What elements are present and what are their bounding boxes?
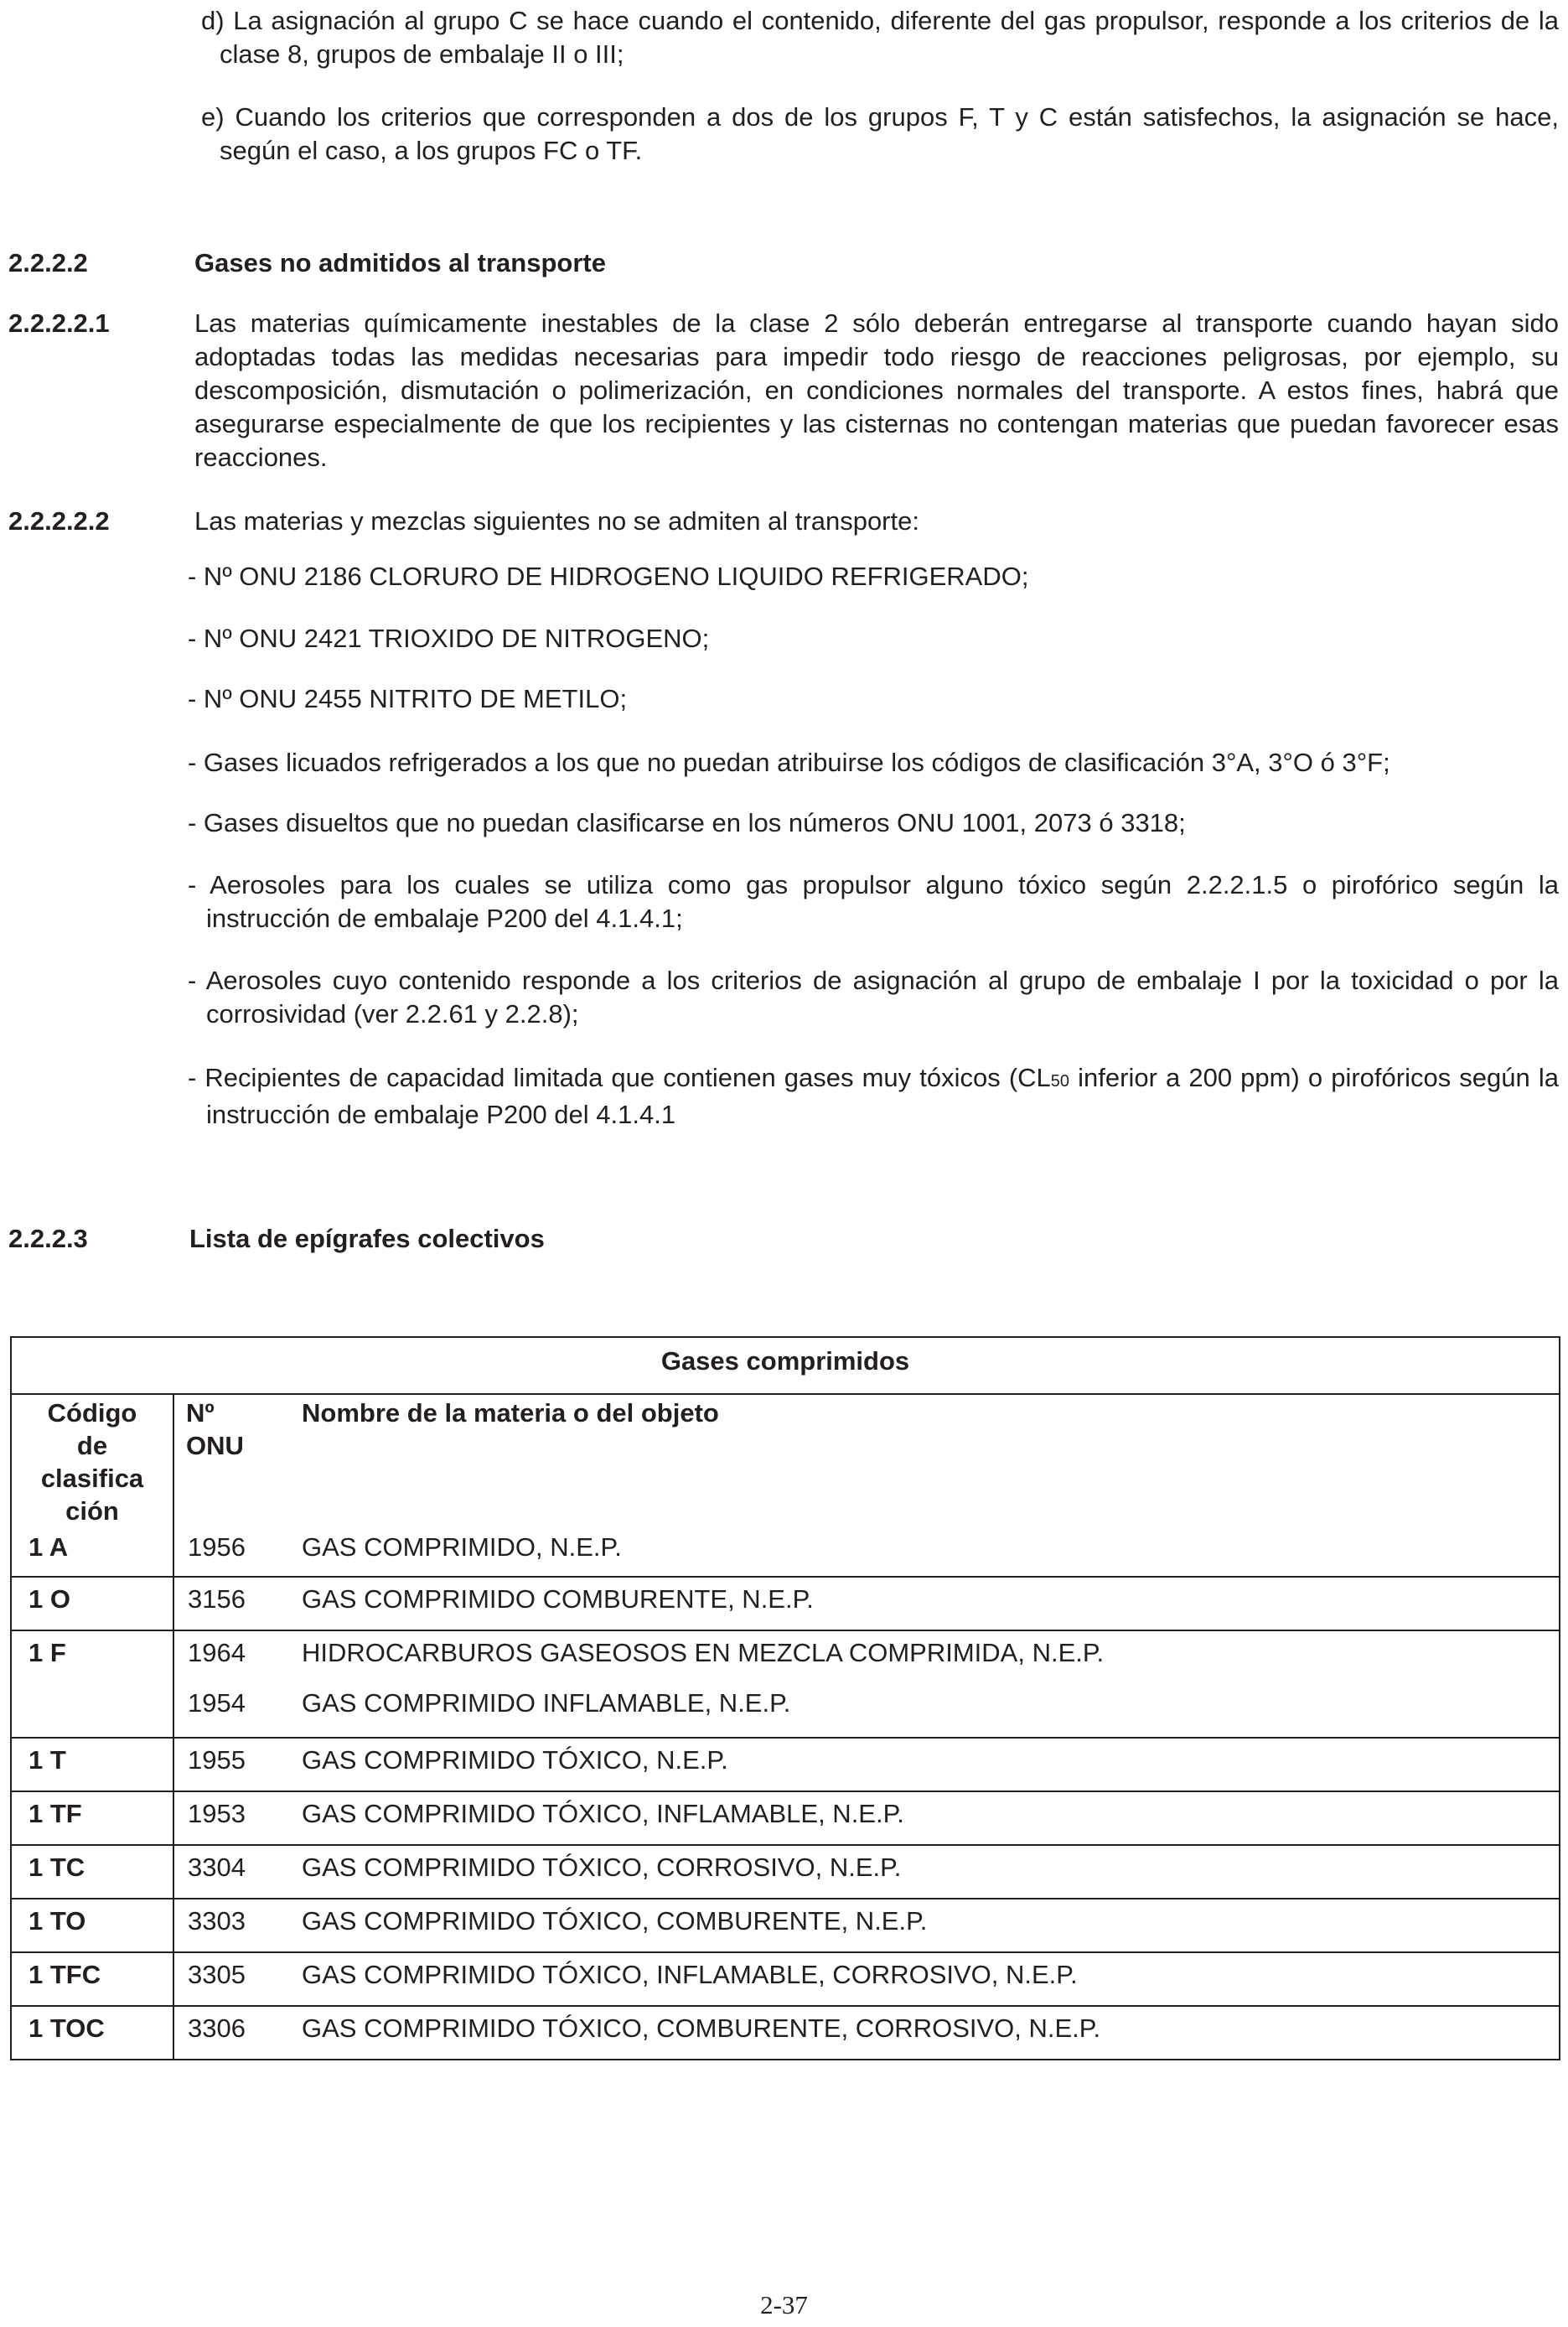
bullet-item: - Gases licuados refrigerados a los que no puedan atribuirse los códigos de clasificación 3°A, 3°O ó 3°F;: [188, 748, 1390, 777]
bullet-item: - Nº ONU 2421 TRIOXIDO DE NITROGENO;: [188, 624, 710, 653]
paragraph-22221: Las materias químicamente inestables de la clase 2 sólo deberán entregarse al transporte cuando hayan sido adoptadas todas las medidas necesarias para impedir todo riesgo de reacciones peligrosas, por ejemplo, su descomposición, dismutación o polimerización, en condiciones normales del transporte. A estos fines, habrá que asegurarse especialmente de que los recipientes y las cisternas no contengan materias que puedan favorecer esas reacciones.: [194, 308, 1559, 472]
header-line: ción: [65, 1496, 119, 1526]
cell-code: 1 O: [28, 1584, 70, 1614]
section-heading-2223: Lista de epígrafes colectivos: [189, 1224, 545, 1253]
bullet-item: - Gases disueltos que no puedan clasificarse en los números ONU 1001, 2073 ó 3318;: [188, 808, 1186, 837]
header-line: de: [76, 1431, 108, 1460]
list-item-e: e) Cuando los criterios que corresponden a dos de los grupos F, T y C están satisfechos, la asignación se hace, según el caso, a los grupos FC o TF.: [201, 102, 1559, 165]
header-onu-number: [186, 1397, 244, 1462]
cell-onu: 3305: [188, 1960, 246, 1989]
cell-code: 1 TC: [28, 1853, 85, 1882]
section-number-2222: 2.2.2.2: [8, 248, 88, 277]
section-heading-2222: Gases no admitidos al transporte: [194, 248, 606, 277]
header-line: Código: [47, 1398, 137, 1428]
cell-onu: 1956: [188, 1532, 246, 1562]
bullet-item: - Aerosoles para los cuales se utiliza como gas propulsor alguno tóxico según 2.2.2.1.5 o pirofórico según la instrucción de embalaje P200 del 4.1.4.1;: [188, 870, 1559, 933]
header-classification-code: [12, 1397, 173, 1527]
header-line: clasifica: [40, 1464, 144, 1493]
cell-name: GAS COMPRIMIDO TÓXICO, INFLAMABLE, CORROSIVO, N.E.P.: [302, 1960, 1078, 1989]
cell-name: GAS COMPRIMIDO TÓXICO, INFLAMABLE, N.E.P.: [302, 1799, 904, 1828]
bullet-item-cl50: [188, 1061, 1559, 1132]
cell-name: GAS COMPRIMIDO TÓXICO, N.E.P.: [302, 1745, 728, 1775]
cell-code: 1 TF: [28, 1799, 82, 1828]
cell-code: 1 TOC: [28, 2013, 105, 2043]
table-row: [12, 1527, 1559, 1578]
cell-onu: 1953: [188, 1799, 246, 1828]
bullet-item: - Aerosoles cuyo contenido responde a los criterios de asignación al grupo de embalaje I por la toxicidad o por la corrosividad (ver 2.2.61 y 2.2.8);: [188, 966, 1559, 1029]
cell-code: 1 T: [28, 1745, 66, 1775]
header-substance-name: Nombre de la materia o del objeto: [302, 1398, 719, 1428]
cell-code: 1 A: [28, 1532, 69, 1562]
header-line: Nº: [186, 1398, 215, 1428]
table-row: [12, 1792, 1559, 1846]
cell-name: GAS COMPRIMIDO COMBURENTE, N.E.P.: [302, 1584, 814, 1614]
cell-code: 1 TFC: [28, 1960, 101, 1989]
table-row: [12, 1846, 1559, 1899]
cell-onu: 3156: [188, 1584, 246, 1614]
cell-code: 1 TO: [28, 1906, 86, 1936]
collective-entries-table: [10, 1336, 1560, 2060]
subscript-50: 50: [1050, 1072, 1070, 1091]
page-number: 2-37: [760, 2290, 808, 2319]
cell-onu: 1955: [188, 1745, 246, 1775]
header-line: ONU: [186, 1431, 244, 1460]
cell-onu: 3304: [188, 1853, 246, 1882]
table-row: [12, 2007, 1559, 2060]
bullet-text: - Recipientes de capacidad limitada que contienen gases muy tóxicos (CL: [188, 1063, 1051, 1092]
cell-name: HIDROCARBUROS GASEOSOS EN MEZCLA COMPRIMIDA, N.E.P.: [302, 1638, 1105, 1667]
cell-name: GAS COMPRIMIDO TÓXICO, COMBURENTE, N.E.P.: [302, 1906, 928, 1936]
cell-name: GAS COMPRIMIDO TÓXICO, CORROSIVO, N.E.P.: [302, 1853, 902, 1882]
section-number-22221: 2.2.2.2.1: [8, 308, 110, 338]
cell-code: 1 F: [28, 1638, 66, 1667]
table-row: [12, 1739, 1559, 1792]
cell-onu: 1954: [188, 1688, 246, 1718]
section-number-2223: 2.2.2.3: [8, 1224, 88, 1253]
cell-name: GAS COMPRIMIDO TÓXICO, COMBURENTE, CORROSIVO, N.E.P.: [302, 2013, 1101, 2043]
section-number-222222: 2.2.2.2.2: [8, 506, 110, 536]
table-row: [12, 1953, 1559, 2007]
cell-name: GAS COMPRIMIDO, N.E.P.: [302, 1532, 622, 1562]
cell-name: GAS COMPRIMIDO INFLAMABLE, N.E.P.: [302, 1688, 791, 1718]
table-row: [12, 1631, 1559, 1739]
cell-onu: 3303: [188, 1906, 246, 1936]
bullet-text: inferior a 200 ppm) o pirofóricos según la instrucción de embalaje P200 del 4.1.4.1: [206, 1063, 1559, 1129]
table-title: Gases comprimidos: [12, 1338, 1559, 1395]
bullet-item: - Nº ONU 2455 NITRITO DE METILO;: [188, 684, 628, 713]
table-row: [12, 1578, 1559, 1631]
cell-onu: 1964: [188, 1638, 246, 1667]
table-row: [12, 1899, 1559, 1953]
cell-onu: 3306: [188, 2013, 246, 2043]
bullet-item: - Nº ONU 2186 CLORURO DE HIDROGENO LIQUIDO REFRIGERADO;: [188, 562, 1029, 591]
list-item-d: d) La asignación al grupo C se hace cuando el contenido, diferente del gas propulsor, responde a los criterios de la clase 8, grupos de embalaje II o III;: [201, 6, 1559, 69]
paragraph-222222: Las materias y mezclas siguientes no se admiten al transporte:: [194, 506, 919, 536]
